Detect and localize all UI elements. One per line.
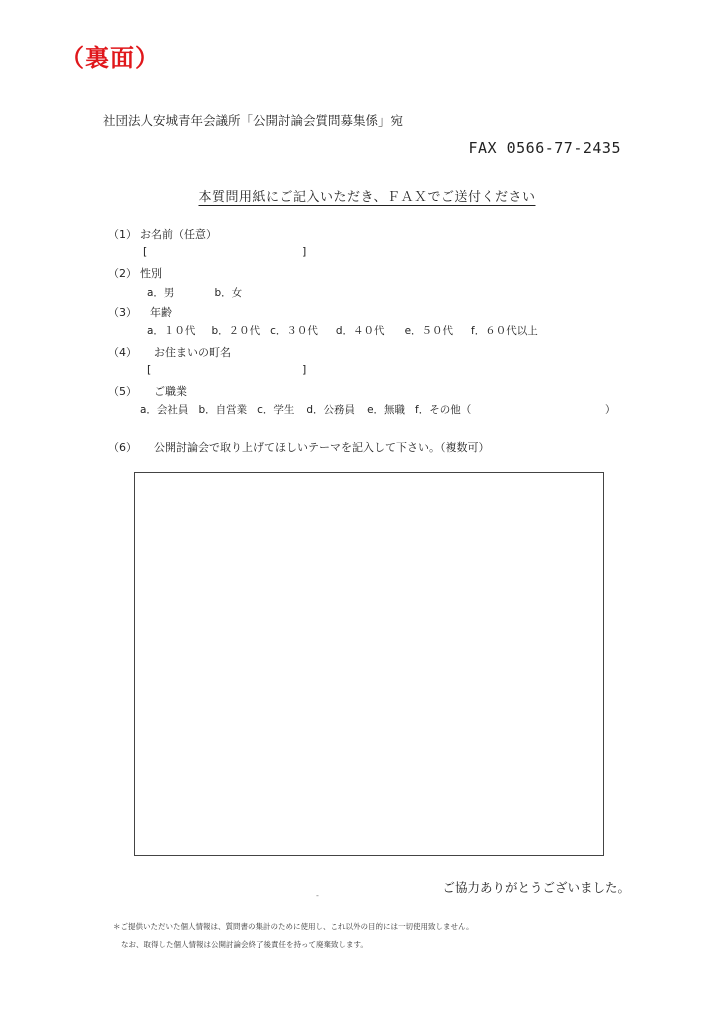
question-label: 年齢 (150, 306, 172, 319)
form-heading (0, 186, 728, 205)
privacy-note-1: ＊ご提供いただいた個人情報は、質問書の集計のために使用し、これ以外の目的には一切使用致しません。 (113, 922, 474, 931)
occupation-option-student[interactable]: c．学生 (257, 404, 295, 416)
gender-options (147, 285, 264, 300)
question-number: （3） (108, 306, 137, 319)
question-number: （5） (108, 385, 137, 398)
town-field[interactable] (154, 361, 298, 377)
occupation-option-civil-servant[interactable]: d．公務員 (306, 404, 356, 416)
question-town (108, 344, 231, 360)
privacy-note-2: なお、取得した個人情報は公開討論会終了後責任を持って廃棄致します。 (121, 940, 368, 949)
town-bracket-open: [ (147, 363, 152, 376)
question-label: 性別 (140, 267, 162, 280)
question-name (108, 226, 217, 242)
age-options (147, 323, 538, 338)
name-bracket-close: ] (302, 245, 307, 258)
town-bracket-close: ] (302, 363, 307, 376)
question-number: （2） (108, 267, 137, 280)
thanks-message: ご協力ありがとうございました。 (442, 880, 630, 895)
name-field[interactable] (150, 243, 298, 259)
question-age (108, 304, 172, 320)
question-label: お住まいの町名 (154, 346, 231, 359)
name-bracket-open: [ (143, 245, 148, 258)
question-label: ご職業 (154, 385, 187, 398)
question-label: 公開討論会で取り上げてほしいテーマを記入して下さい。（複数可） (154, 441, 490, 454)
age-option-10s[interactable]: a．１０代 (147, 325, 196, 337)
occupation-option-self-employed[interactable]: b．自営業 (198, 404, 248, 416)
age-option-20s[interactable]: b．２０代 (211, 325, 261, 337)
age-option-30s[interactable]: c．３０代 (270, 325, 318, 337)
question-label: お名前（任意） (140, 228, 217, 241)
occupation-option-unemployed[interactable]: e．無職 (367, 404, 406, 416)
addressee: 社団法人安城青年会議所「公開討論会質問募集係」宛 (103, 113, 404, 128)
occupation-other-close: ） (605, 404, 616, 416)
question-gender (108, 265, 162, 281)
question-occupation (108, 383, 187, 399)
fax-number: FAX 0566-77-2435 (468, 139, 621, 157)
occupation-option-employee[interactable]: a．会社員 (140, 404, 189, 416)
gender-option-female[interactable]: b．女 (214, 287, 243, 299)
theme-answer-box[interactable] (134, 472, 604, 856)
occupation-option-other[interactable]: f．その他（ (415, 404, 472, 416)
gender-option-male[interactable]: a．男 (147, 287, 175, 299)
question-number: （4） (108, 346, 137, 359)
form-heading-text: 本質問用紙にご記入いただき、ＦＡＸでご送付ください (198, 190, 536, 205)
age-option-60s-plus[interactable]: f．６０代以上 (471, 325, 538, 337)
age-option-40s[interactable]: d．４０代 (335, 325, 385, 337)
question-number: （6） (108, 441, 137, 454)
occupation-options (140, 402, 471, 417)
question-theme (108, 439, 490, 455)
question-number: （1） (108, 228, 137, 241)
age-option-50s[interactable]: e．５０代 (404, 325, 454, 337)
side-label: （裏面） (60, 44, 160, 72)
dash-mark: - (316, 891, 319, 900)
